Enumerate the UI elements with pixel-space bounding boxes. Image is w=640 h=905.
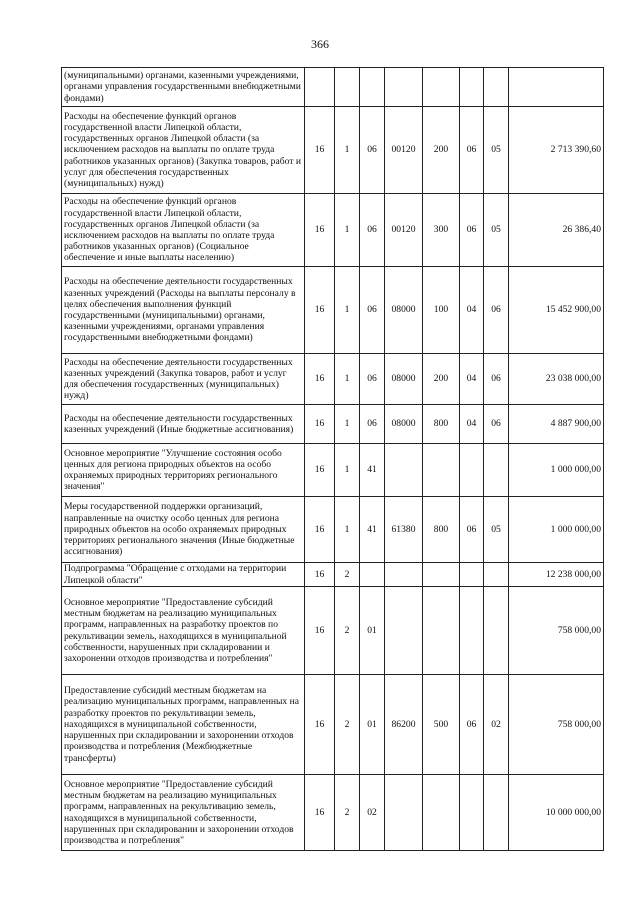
table-row: [62, 587, 604, 675]
subsection-cell: 02: [484, 675, 509, 775]
expense-type-cell: [423, 587, 460, 675]
table-row: [62, 267, 604, 354]
subprogram-code-cell: 2: [335, 587, 360, 675]
amount-cell: 1 000 000,00: [509, 497, 604, 563]
description-cell: Подпрограмма "Обращение с отходами на территории Липецкой области": [62, 563, 305, 587]
subsection-cell: [484, 775, 509, 851]
direction-code-cell: [385, 444, 423, 497]
subprogram-code-cell: 1: [335, 405, 360, 444]
subprogram-code-cell: 1: [335, 354, 360, 405]
event-code-cell: 02: [360, 775, 385, 851]
subsection-cell: [484, 444, 509, 497]
section-cell: 06: [460, 194, 484, 267]
description-cell: Предоставление субсидий местным бюджетам на реализацию муниципальных программ, направленных на разработку проектов по рекультивации земель, находящихся в муниципальной собственности, нарушенных при складировании и захоронении отходов производства и потребления (Межбюджетные трансферты): [62, 675, 305, 775]
section-cell: 06: [460, 497, 484, 563]
description-cell: Меры государственной поддержки организаций, направленные на очистку особо ценных для региона природных объектов на особо охраняемых природных территориях регионального значения (Иные бюджетные ассигнования): [62, 497, 305, 563]
subprogram-code-cell: 1: [335, 444, 360, 497]
description-cell: Расходы на обеспечение функций органов государственной власти Липецкой области, государственных органов Липецкой области (за исключением расходов на выплаты по оплате труда работников указанных органов) (Социальное обеспечение и иные выплаты населению): [62, 194, 305, 267]
subsection-cell: [484, 587, 509, 675]
program-code-cell: 16: [305, 267, 335, 354]
event-code-cell: 06: [360, 405, 385, 444]
table-row: [62, 775, 604, 851]
description-cell: Расходы на обеспечение деятельности государственных казенных учреждений (Закупка товаров, работ и услуг для обеспечения государственных (муниципальных) нужд): [62, 354, 305, 405]
subprogram-code-cell: 1: [335, 107, 360, 194]
description-cell: Основное мероприятие "Предоставление субсидий местным бюджетам на реализацию муниципальных программ, направленных на рекультивацию земель, находящихся в муниципальной собственности, нарушенных при складировании и захоронении отходов производства и потребления": [62, 775, 305, 851]
amount-cell: 758 000,00: [509, 675, 604, 775]
expense-type-cell: 800: [423, 497, 460, 563]
event-code-cell: 41: [360, 444, 385, 497]
subsection-cell: [484, 68, 509, 107]
section-cell: 04: [460, 354, 484, 405]
description-cell: Основное мероприятие "Предоставление субсидий местным бюджетам на реализацию муниципальных программ, направленных на разработку проектов по рекультивации земель, находящихся в муниципальной собственности, нарушенных при складировании и захоронении отходов производства и потребления": [62, 587, 305, 675]
expense-type-cell: 800: [423, 405, 460, 444]
table-row: [62, 194, 604, 267]
direction-code-cell: 00120: [385, 194, 423, 267]
amount-cell: 2 713 390,60: [509, 107, 604, 194]
subsection-cell: [484, 563, 509, 587]
event-code-cell: 01: [360, 675, 385, 775]
description-cell: Основное мероприятие "Улучшение состояния особо ценных для региона природных объектов на особо охраняемых природных территориях регионального значения": [62, 444, 305, 497]
event-code-cell: 06: [360, 194, 385, 267]
subprogram-code-cell: 1: [335, 194, 360, 267]
section-cell: 04: [460, 405, 484, 444]
amount-cell: 26 386,40: [509, 194, 604, 267]
table-row: [62, 107, 604, 194]
event-code-cell: [360, 563, 385, 587]
direction-code-cell: 08000: [385, 405, 423, 444]
event-code-cell: 06: [360, 107, 385, 194]
subprogram-code-cell: 2: [335, 775, 360, 851]
table-row: [62, 405, 604, 444]
expense-type-cell: [423, 775, 460, 851]
program-code-cell: 16: [305, 775, 335, 851]
section-cell: [460, 444, 484, 497]
description-cell: (муниципальными) органами, казенными учреждениями, органами управления государственными внебюджетными фондами): [62, 68, 305, 107]
direction-code-cell: [385, 68, 423, 107]
expense-type-cell: 200: [423, 107, 460, 194]
expense-type-cell: [423, 68, 460, 107]
direction-code-cell: [385, 775, 423, 851]
direction-code-cell: 08000: [385, 354, 423, 405]
expense-type-cell: 100: [423, 267, 460, 354]
subprogram-code-cell: 1: [335, 497, 360, 563]
event-code-cell: 06: [360, 354, 385, 405]
program-code-cell: 16: [305, 194, 335, 267]
amount-cell: 23 038 000,00: [509, 354, 604, 405]
direction-code-cell: 00120: [385, 107, 423, 194]
table-row: [62, 68, 604, 107]
subprogram-code-cell: 1: [335, 267, 360, 354]
section-cell: [460, 587, 484, 675]
program-code-cell: 16: [305, 405, 335, 444]
table-row: [62, 497, 604, 563]
description-cell: Расходы на обеспечение деятельности государственных казенных учреждений (Иные бюджетные ассигнования): [62, 405, 305, 444]
program-code-cell: 16: [305, 497, 335, 563]
amount-cell: 10 000 000,00: [509, 775, 604, 851]
description-cell: Расходы на обеспечение деятельности государственных казенных учреждений (Расходы на выплаты персоналу в целях обеспечения выполнения функций государственными (муниципальными) органами, казенными учреждениями, органами управления государственными внебюджетными фондами): [62, 267, 305, 354]
direction-code-cell: 08000: [385, 267, 423, 354]
amount-cell: 15 452 900,00: [509, 267, 604, 354]
subprogram-code-cell: 2: [335, 675, 360, 775]
direction-code-cell: [385, 587, 423, 675]
subsection-cell: 05: [484, 497, 509, 563]
description-cell: Расходы на обеспечение функций органов государственной власти Липецкой области, государственных органов Липецкой области (за исключением расходов на выплаты по оплате труда работников указанных органов) (Закупка товаров, работ и услуг для обеспечения государственных (муниципальных) нужд): [62, 107, 305, 194]
program-code-cell: 16: [305, 444, 335, 497]
amount-cell: [509, 68, 604, 107]
section-cell: [460, 775, 484, 851]
program-code-cell: 16: [305, 354, 335, 405]
page-number: 366: [311, 37, 329, 51]
subprogram-code-cell: [335, 68, 360, 107]
amount-cell: 12 238 000,00: [509, 563, 604, 587]
table-row: [62, 354, 604, 405]
table-row: [62, 563, 604, 587]
section-cell: [460, 68, 484, 107]
subsection-cell: 05: [484, 107, 509, 194]
section-cell: [460, 563, 484, 587]
amount-cell: 758 000,00: [509, 587, 604, 675]
direction-code-cell: 61380: [385, 497, 423, 563]
direction-code-cell: 86200: [385, 675, 423, 775]
section-cell: 06: [460, 675, 484, 775]
direction-code-cell: [385, 563, 423, 587]
amount-cell: 1 000 000,00: [509, 444, 604, 497]
amount-cell: 4 887 900,00: [509, 405, 604, 444]
event-code-cell: 01: [360, 587, 385, 675]
expense-type-cell: 500: [423, 675, 460, 775]
section-cell: 04: [460, 267, 484, 354]
subsection-cell: 06: [484, 354, 509, 405]
program-code-cell: 16: [305, 587, 335, 675]
subsection-cell: 05: [484, 194, 509, 267]
event-code-cell: 06: [360, 267, 385, 354]
expense-type-cell: [423, 444, 460, 497]
program-code-cell: 16: [305, 563, 335, 587]
expense-type-cell: 300: [423, 194, 460, 267]
subsection-cell: 06: [484, 267, 509, 354]
program-code-cell: [305, 68, 335, 107]
section-cell: 06: [460, 107, 484, 194]
table-row: [62, 444, 604, 497]
event-code-cell: [360, 68, 385, 107]
subsection-cell: 06: [484, 405, 509, 444]
expense-type-cell: [423, 563, 460, 587]
budget-table: [61, 67, 604, 851]
table-row: [62, 675, 604, 775]
program-code-cell: 16: [305, 107, 335, 194]
event-code-cell: 41: [360, 497, 385, 563]
subprogram-code-cell: 2: [335, 563, 360, 587]
expense-type-cell: 200: [423, 354, 460, 405]
program-code-cell: 16: [305, 675, 335, 775]
